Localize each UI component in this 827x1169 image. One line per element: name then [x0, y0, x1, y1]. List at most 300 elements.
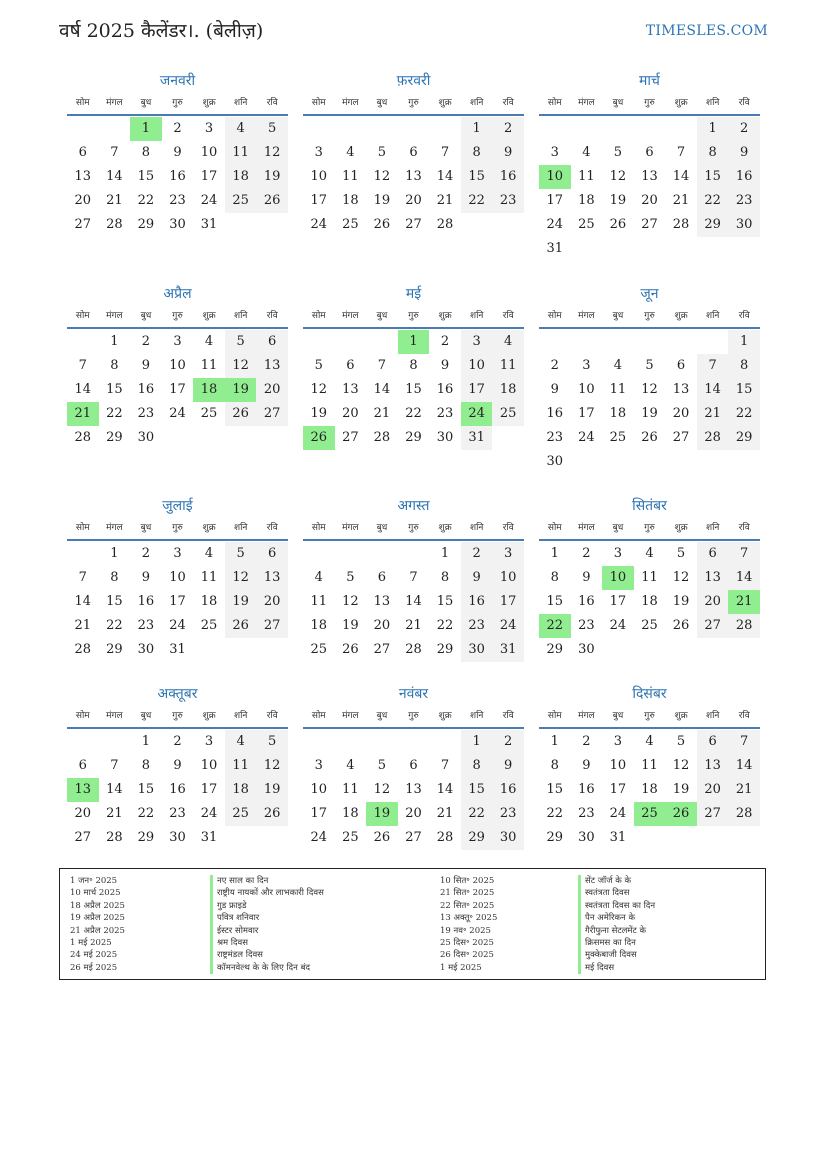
- day-cell[interactable]: 2: [550, 358, 559, 373]
- day-cell[interactable]: 11: [200, 570, 218, 585]
- day-cell[interactable]: 5: [225, 542, 257, 566]
- day-cell[interactable]: 15: [461, 778, 493, 802]
- day-cell[interactable]: 2: [461, 542, 493, 566]
- day-cell[interactable]: 27: [405, 830, 422, 845]
- day-cell[interactable]: 20: [405, 806, 422, 821]
- day-cell[interactable]: 27: [256, 614, 288, 638]
- day-cell[interactable]: 11: [225, 141, 257, 165]
- day-cell[interactable]: 26: [342, 642, 359, 657]
- day-cell[interactable]: 2: [173, 121, 182, 136]
- day-cell[interactable]: 6: [78, 145, 87, 160]
- day-cell[interactable]: 26: [256, 189, 288, 213]
- day-cell[interactable]: 12: [672, 758, 690, 773]
- day-cell[interactable]: 19: [672, 594, 690, 609]
- day-cell[interactable]: 31: [200, 217, 218, 232]
- day-cell[interactable]: 7: [377, 358, 387, 373]
- day-cell[interactable]: 3: [492, 542, 524, 566]
- day-cell[interactable]: 17: [461, 378, 493, 402]
- day-cell[interactable]: 9: [582, 570, 591, 585]
- day-cell[interactable]: 1: [550, 734, 559, 749]
- day-cell[interactable]: 31: [200, 830, 218, 845]
- day-cell[interactable]: 29: [697, 213, 729, 237]
- day-cell[interactable]: 27: [74, 217, 92, 232]
- day-cell[interactable]: 20: [405, 193, 422, 208]
- day-cell[interactable]: 20: [342, 406, 359, 421]
- day-cell[interactable]: 17: [609, 782, 627, 797]
- day-cell[interactable]: 29: [436, 642, 454, 657]
- holiday-day-cell[interactable]: 19: [366, 802, 398, 826]
- day-cell[interactable]: 23: [492, 189, 524, 213]
- day-cell[interactable]: 3: [314, 758, 323, 773]
- day-cell[interactable]: 18: [492, 378, 524, 402]
- day-cell[interactable]: 13: [405, 169, 422, 184]
- day-cell[interactable]: 16: [461, 590, 493, 614]
- day-cell[interactable]: 27: [74, 830, 92, 845]
- day-cell[interactable]: 27: [641, 217, 658, 232]
- holiday-day-cell[interactable]: 24: [461, 402, 493, 426]
- day-cell[interactable]: 5: [676, 546, 686, 561]
- day-cell[interactable]: 18: [641, 594, 658, 609]
- day-cell[interactable]: 31: [609, 830, 627, 845]
- day-cell[interactable]: 22: [461, 802, 493, 826]
- day-cell[interactable]: 13: [672, 382, 690, 397]
- holiday-day-cell[interactable]: 18: [193, 378, 225, 402]
- holiday-day-cell[interactable]: 21: [67, 402, 99, 426]
- day-cell[interactable]: 23: [546, 430, 564, 445]
- day-cell[interactable]: 19: [256, 165, 288, 189]
- day-cell[interactable]: 10: [200, 145, 218, 160]
- day-cell[interactable]: 2: [492, 730, 524, 754]
- day-cell[interactable]: 7: [110, 758, 119, 773]
- day-cell[interactable]: 2: [173, 734, 182, 749]
- day-cell[interactable]: 15: [546, 594, 564, 609]
- day-cell[interactable]: 5: [377, 145, 387, 160]
- day-cell[interactable]: 30: [137, 430, 155, 445]
- day-cell[interactable]: 1: [697, 117, 729, 141]
- day-cell[interactable]: 30: [137, 642, 155, 657]
- day-cell[interactable]: 12: [342, 594, 359, 609]
- day-cell[interactable]: 13: [697, 754, 729, 778]
- day-cell[interactable]: 6: [409, 758, 418, 773]
- day-cell[interactable]: 16: [578, 782, 595, 797]
- day-cell[interactable]: 25: [641, 618, 658, 633]
- day-cell[interactable]: 20: [256, 590, 288, 614]
- day-cell[interactable]: 8: [461, 754, 493, 778]
- day-cell[interactable]: 28: [672, 217, 690, 232]
- day-cell[interactable]: 22: [106, 618, 123, 633]
- day-cell[interactable]: 9: [141, 570, 151, 585]
- day-cell[interactable]: 22: [137, 806, 155, 821]
- day-cell[interactable]: 6: [256, 330, 288, 354]
- day-cell[interactable]: 18: [342, 193, 359, 208]
- day-cell[interactable]: 18: [342, 806, 359, 821]
- day-cell[interactable]: 4: [204, 334, 214, 349]
- day-cell[interactable]: 11: [225, 754, 257, 778]
- day-cell[interactable]: 14: [436, 169, 454, 184]
- day-cell[interactable]: 13: [74, 169, 92, 184]
- day-cell[interactable]: 30: [546, 454, 564, 469]
- day-cell[interactable]: 19: [373, 193, 391, 208]
- day-cell[interactable]: 9: [550, 382, 559, 397]
- day-cell[interactable]: 21: [672, 193, 690, 208]
- day-cell[interactable]: 18: [609, 406, 627, 421]
- day-cell[interactable]: 29: [728, 426, 760, 450]
- day-cell[interactable]: 12: [256, 141, 288, 165]
- day-cell[interactable]: 29: [137, 217, 155, 232]
- day-cell[interactable]: 27: [342, 430, 359, 445]
- day-cell[interactable]: 1: [110, 334, 119, 349]
- day-cell[interactable]: 23: [137, 406, 155, 421]
- day-cell[interactable]: 11: [641, 758, 658, 773]
- day-cell[interactable]: 12: [672, 570, 690, 585]
- day-cell[interactable]: 7: [728, 730, 760, 754]
- day-cell[interactable]: 3: [613, 546, 623, 561]
- day-cell[interactable]: 17: [310, 806, 328, 821]
- holiday-day-cell[interactable]: 22: [539, 614, 571, 638]
- day-cell[interactable]: 5: [613, 145, 623, 160]
- day-cell[interactable]: 22: [405, 406, 422, 421]
- day-cell[interactable]: 1: [141, 734, 151, 749]
- day-cell[interactable]: 23: [578, 618, 595, 633]
- day-cell[interactable]: 7: [676, 145, 686, 160]
- day-cell[interactable]: 23: [461, 614, 493, 638]
- day-cell[interactable]: 20: [373, 618, 391, 633]
- day-cell[interactable]: 17: [546, 193, 564, 208]
- day-cell[interactable]: 19: [672, 782, 690, 797]
- day-cell[interactable]: 17: [200, 782, 218, 797]
- day-cell[interactable]: 24: [578, 430, 595, 445]
- day-cell[interactable]: 25: [200, 618, 218, 633]
- holiday-day-cell[interactable]: 19: [225, 378, 257, 402]
- day-cell[interactable]: 18: [200, 594, 218, 609]
- day-cell[interactable]: 14: [405, 594, 422, 609]
- day-cell[interactable]: 5: [377, 758, 387, 773]
- day-cell[interactable]: 21: [697, 402, 729, 426]
- day-cell[interactable]: 5: [314, 358, 323, 373]
- day-cell[interactable]: 28: [436, 217, 454, 232]
- day-cell[interactable]: 15: [137, 782, 155, 797]
- day-cell[interactable]: 16: [169, 782, 186, 797]
- holiday-day-cell[interactable]: 1: [398, 330, 430, 354]
- day-cell[interactable]: 23: [578, 806, 595, 821]
- day-cell[interactable]: 2: [141, 546, 151, 561]
- day-cell[interactable]: 13: [697, 566, 729, 590]
- day-cell[interactable]: 10: [461, 354, 493, 378]
- day-cell[interactable]: 7: [440, 758, 450, 773]
- day-cell[interactable]: 12: [641, 382, 658, 397]
- day-cell[interactable]: 4: [492, 330, 524, 354]
- day-cell[interactable]: 10: [310, 782, 328, 797]
- day-cell[interactable]: 2: [492, 117, 524, 141]
- day-cell[interactable]: 21: [728, 778, 760, 802]
- day-cell[interactable]: 5: [346, 570, 355, 585]
- day-cell[interactable]: 19: [342, 618, 359, 633]
- day-cell[interactable]: 24: [200, 806, 218, 821]
- day-cell[interactable]: 13: [342, 382, 359, 397]
- day-cell[interactable]: 29: [137, 830, 155, 845]
- day-cell[interactable]: 25: [200, 406, 218, 421]
- day-cell[interactable]: 9: [728, 141, 760, 165]
- day-cell[interactable]: 17: [609, 594, 627, 609]
- day-cell[interactable]: 4: [346, 145, 355, 160]
- day-cell[interactable]: 31: [492, 638, 524, 662]
- day-cell[interactable]: 29: [546, 642, 564, 657]
- day-cell[interactable]: 16: [492, 165, 524, 189]
- day-cell[interactable]: 30: [492, 826, 524, 850]
- day-cell[interactable]: 9: [492, 754, 524, 778]
- day-cell[interactable]: 17: [578, 406, 595, 421]
- day-cell[interactable]: 11: [342, 782, 359, 797]
- day-cell[interactable]: 10: [310, 169, 328, 184]
- day-cell[interactable]: 31: [169, 642, 186, 657]
- day-cell[interactable]: 26: [373, 217, 391, 232]
- day-cell[interactable]: 14: [106, 169, 123, 184]
- day-cell[interactable]: 12: [225, 566, 257, 590]
- holiday-day-cell[interactable]: 25: [634, 802, 666, 826]
- day-cell[interactable]: 24: [310, 217, 328, 232]
- day-cell[interactable]: 2: [582, 546, 591, 561]
- day-cell[interactable]: 19: [310, 406, 328, 421]
- day-cell[interactable]: 26: [641, 430, 658, 445]
- day-cell[interactable]: 14: [74, 382, 92, 397]
- day-cell[interactable]: 27: [697, 614, 729, 638]
- day-cell[interactable]: 6: [676, 358, 686, 373]
- day-cell[interactable]: 16: [578, 594, 595, 609]
- day-cell[interactable]: 6: [256, 542, 288, 566]
- day-cell[interactable]: 10: [169, 358, 186, 373]
- day-cell[interactable]: 20: [74, 193, 92, 208]
- day-cell[interactable]: 24: [169, 618, 186, 633]
- day-cell[interactable]: 23: [169, 193, 186, 208]
- day-cell[interactable]: 26: [672, 618, 690, 633]
- holiday-day-cell[interactable]: 10: [602, 566, 634, 590]
- day-cell[interactable]: 6: [346, 358, 355, 373]
- day-cell[interactable]: 27: [697, 802, 729, 826]
- holiday-day-cell[interactable]: 26: [665, 802, 697, 826]
- day-cell[interactable]: 9: [173, 145, 182, 160]
- day-cell[interactable]: 12: [256, 754, 288, 778]
- day-cell[interactable]: 15: [546, 782, 564, 797]
- day-cell[interactable]: 11: [641, 570, 658, 585]
- day-cell[interactable]: 15: [137, 169, 155, 184]
- day-cell[interactable]: 21: [74, 618, 92, 633]
- day-cell[interactable]: 20: [697, 778, 729, 802]
- day-cell[interactable]: 9: [440, 358, 450, 373]
- day-cell[interactable]: 18: [225, 165, 257, 189]
- day-cell[interactable]: 21: [106, 193, 123, 208]
- day-cell[interactable]: 10: [492, 566, 524, 590]
- day-cell[interactable]: 14: [106, 782, 123, 797]
- day-cell[interactable]: 4: [225, 730, 257, 754]
- day-cell[interactable]: 8: [110, 358, 119, 373]
- day-cell[interactable]: 4: [613, 358, 623, 373]
- day-cell[interactable]: 13: [373, 594, 391, 609]
- day-cell[interactable]: 20: [697, 590, 729, 614]
- day-cell[interactable]: 15: [697, 165, 729, 189]
- day-cell[interactable]: 28: [728, 614, 760, 638]
- day-cell[interactable]: 4: [225, 117, 257, 141]
- day-cell[interactable]: 26: [373, 830, 391, 845]
- day-cell[interactable]: 26: [225, 614, 257, 638]
- day-cell[interactable]: 30: [169, 830, 186, 845]
- day-cell[interactable]: 26: [225, 402, 257, 426]
- day-cell[interactable]: 20: [672, 406, 690, 421]
- day-cell[interactable]: 27: [373, 642, 391, 657]
- day-cell[interactable]: 8: [550, 570, 559, 585]
- day-cell[interactable]: 5: [225, 330, 257, 354]
- day-cell[interactable]: 25: [225, 802, 257, 826]
- day-cell[interactable]: 16: [137, 594, 155, 609]
- day-cell[interactable]: 16: [436, 382, 454, 397]
- day-cell[interactable]: 25: [578, 217, 595, 232]
- day-cell[interactable]: 28: [728, 802, 760, 826]
- day-cell[interactable]: 6: [645, 145, 654, 160]
- day-cell[interactable]: 24: [200, 193, 218, 208]
- day-cell[interactable]: 29: [106, 642, 123, 657]
- day-cell[interactable]: 1: [461, 730, 493, 754]
- day-cell[interactable]: 7: [78, 358, 87, 373]
- day-cell[interactable]: 2: [728, 117, 760, 141]
- day-cell[interactable]: 11: [492, 354, 524, 378]
- day-cell[interactable]: 21: [106, 806, 123, 821]
- day-cell[interactable]: 28: [74, 430, 92, 445]
- day-cell[interactable]: 3: [204, 121, 214, 136]
- day-cell[interactable]: 30: [436, 430, 454, 445]
- day-cell[interactable]: 6: [697, 730, 729, 754]
- day-cell[interactable]: 27: [405, 217, 422, 232]
- day-cell[interactable]: 4: [314, 570, 323, 585]
- day-cell[interactable]: 15: [106, 594, 123, 609]
- day-cell[interactable]: 1: [728, 330, 760, 354]
- day-cell[interactable]: 11: [578, 169, 595, 184]
- day-cell[interactable]: 13: [256, 354, 288, 378]
- day-cell[interactable]: 16: [492, 778, 524, 802]
- day-cell[interactable]: 22: [546, 806, 564, 821]
- day-cell[interactable]: 25: [342, 830, 359, 845]
- day-cell[interactable]: 24: [609, 806, 627, 821]
- day-cell[interactable]: 6: [377, 570, 387, 585]
- day-cell[interactable]: 7: [728, 542, 760, 566]
- holiday-day-cell[interactable]: 10: [539, 165, 571, 189]
- day-cell[interactable]: 13: [256, 566, 288, 590]
- day-cell[interactable]: 6: [697, 542, 729, 566]
- day-cell[interactable]: 23: [436, 406, 454, 421]
- day-cell[interactable]: 24: [169, 406, 186, 421]
- day-cell[interactable]: 14: [373, 382, 391, 397]
- day-cell[interactable]: 4: [645, 546, 654, 561]
- day-cell[interactable]: 12: [373, 782, 391, 797]
- day-cell[interactable]: 9: [173, 758, 182, 773]
- day-cell[interactable]: 2: [141, 334, 151, 349]
- day-cell[interactable]: 16: [137, 382, 155, 397]
- day-cell[interactable]: 28: [106, 217, 123, 232]
- day-cell[interactable]: 11: [200, 358, 218, 373]
- day-cell[interactable]: 25: [342, 217, 359, 232]
- day-cell[interactable]: 4: [582, 145, 591, 160]
- holiday-day-cell[interactable]: 1: [130, 117, 162, 141]
- day-cell[interactable]: 8: [697, 141, 729, 165]
- day-cell[interactable]: 5: [256, 730, 288, 754]
- day-cell[interactable]: 18: [578, 193, 595, 208]
- day-cell[interactable]: 3: [550, 145, 559, 160]
- day-cell[interactable]: 1: [550, 546, 559, 561]
- day-cell[interactable]: 3: [582, 358, 591, 373]
- day-cell[interactable]: 18: [310, 618, 328, 633]
- day-cell[interactable]: 23: [728, 189, 760, 213]
- day-cell[interactable]: 7: [409, 570, 418, 585]
- day-cell[interactable]: 28: [106, 830, 123, 845]
- day-cell[interactable]: 20: [256, 378, 288, 402]
- day-cell[interactable]: 23: [492, 802, 524, 826]
- day-cell[interactable]: 25: [492, 402, 524, 426]
- day-cell[interactable]: 12: [310, 382, 328, 397]
- day-cell[interactable]: 26: [256, 802, 288, 826]
- day-cell[interactable]: 28: [697, 426, 729, 450]
- day-cell[interactable]: 17: [169, 382, 186, 397]
- day-cell[interactable]: 4: [204, 546, 214, 561]
- day-cell[interactable]: 18: [225, 778, 257, 802]
- day-cell[interactable]: 2: [440, 334, 450, 349]
- day-cell[interactable]: 3: [173, 546, 182, 561]
- day-cell[interactable]: 28: [373, 430, 391, 445]
- day-cell[interactable]: 30: [578, 642, 595, 657]
- day-cell[interactable]: 29: [546, 830, 564, 845]
- day-cell[interactable]: 3: [314, 145, 323, 160]
- day-cell[interactable]: 28: [405, 642, 422, 657]
- day-cell[interactable]: 1: [110, 546, 119, 561]
- day-cell[interactable]: 2: [582, 734, 591, 749]
- day-cell[interactable]: 28: [436, 830, 454, 845]
- day-cell[interactable]: 21: [436, 193, 454, 208]
- day-cell[interactable]: 19: [641, 406, 658, 421]
- day-cell[interactable]: 7: [697, 354, 729, 378]
- day-cell[interactable]: 21: [405, 618, 422, 633]
- day-cell[interactable]: 15: [461, 165, 493, 189]
- day-cell[interactable]: 15: [106, 382, 123, 397]
- day-cell[interactable]: 29: [106, 430, 123, 445]
- day-cell[interactable]: 14: [436, 782, 454, 797]
- day-cell[interactable]: 7: [110, 145, 119, 160]
- day-cell[interactable]: 9: [492, 141, 524, 165]
- day-cell[interactable]: 10: [200, 758, 218, 773]
- day-cell[interactable]: 9: [582, 758, 591, 773]
- day-cell[interactable]: 14: [74, 594, 92, 609]
- day-cell[interactable]: 15: [436, 594, 454, 609]
- day-cell[interactable]: 24: [546, 217, 564, 232]
- day-cell[interactable]: 24: [310, 830, 328, 845]
- day-cell[interactable]: 11: [342, 169, 359, 184]
- day-cell[interactable]: 26: [609, 217, 627, 232]
- day-cell[interactable]: 7: [440, 145, 450, 160]
- day-cell[interactable]: 10: [578, 382, 595, 397]
- day-cell[interactable]: 16: [169, 169, 186, 184]
- day-cell[interactable]: 24: [492, 614, 524, 638]
- day-cell[interactable]: 12: [609, 169, 627, 184]
- day-cell[interactable]: 9: [461, 566, 493, 590]
- day-cell[interactable]: 3: [173, 334, 182, 349]
- day-cell[interactable]: 30: [169, 217, 186, 232]
- day-cell[interactable]: 22: [461, 189, 493, 213]
- holiday-day-cell[interactable]: 21: [728, 590, 760, 614]
- day-cell[interactable]: 10: [169, 570, 186, 585]
- day-cell[interactable]: 5: [256, 117, 288, 141]
- day-cell[interactable]: 1: [440, 546, 450, 561]
- day-cell[interactable]: 6: [409, 145, 418, 160]
- day-cell[interactable]: 21: [373, 406, 391, 421]
- day-cell[interactable]: 14: [728, 754, 760, 778]
- day-cell[interactable]: 27: [672, 430, 690, 445]
- day-cell[interactable]: 22: [137, 193, 155, 208]
